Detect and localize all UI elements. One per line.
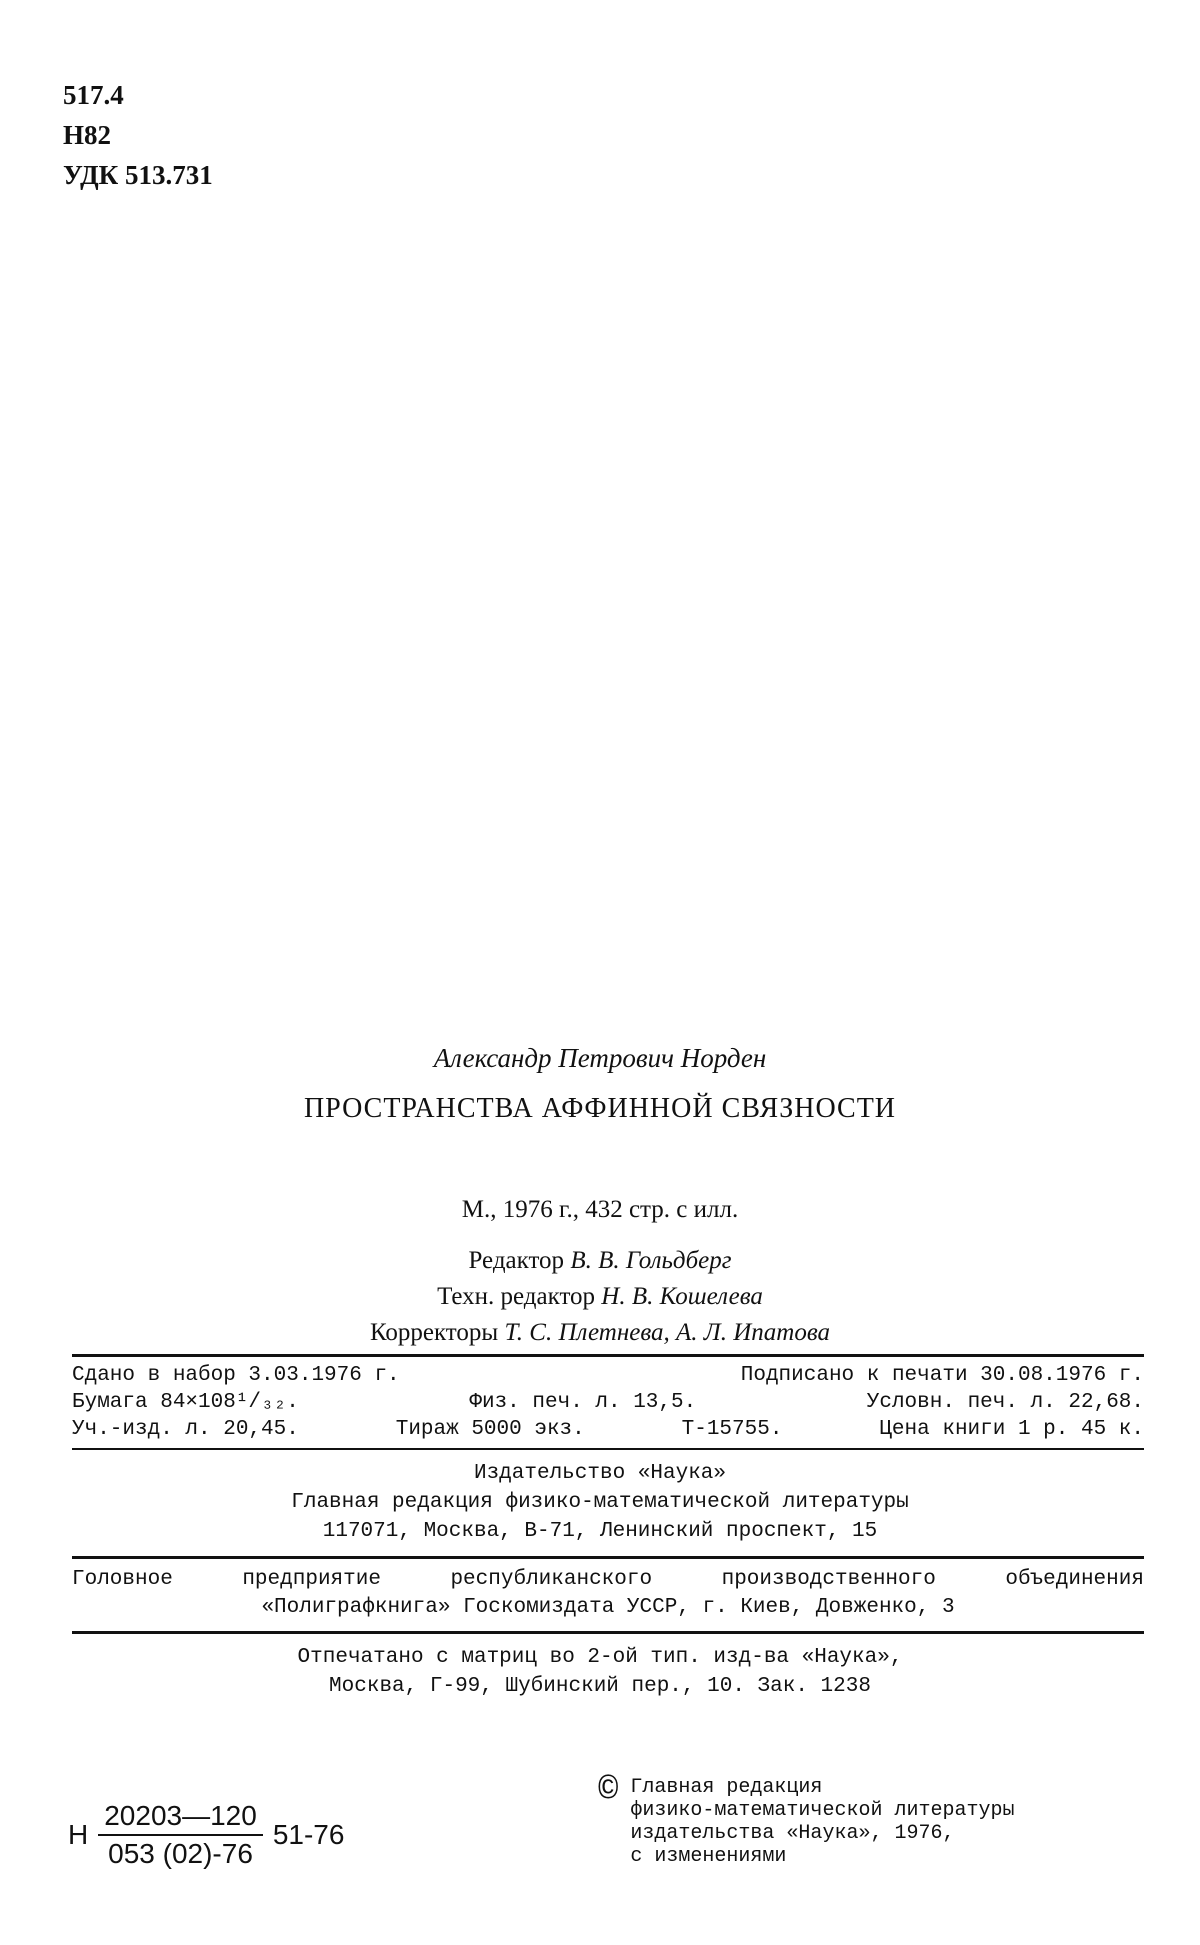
plant-word: объединения [1005, 1568, 1144, 1591]
credit-name: Н. В. Кошелева [601, 1283, 763, 1310]
technical-row [72, 1362, 1144, 1389]
divider-rule [72, 1448, 1144, 1450]
technical-row [72, 1389, 1144, 1416]
copyright-line: с изменениями [630, 1845, 787, 1868]
index-numerator: 20203—120 [98, 1800, 263, 1836]
typeset-date: Сдано в набор 3.03.1976 г. [72, 1364, 400, 1387]
udc-code: УДК 513.731 [63, 160, 213, 190]
divider-rule [72, 1354, 1144, 1357]
credits-block [0, 1243, 1200, 1351]
bbk-code: 517.4 [63, 80, 124, 110]
credit-role: Редактор [468, 1247, 565, 1274]
copyright-block [598, 1772, 1015, 1868]
plant-word: производственного [721, 1568, 936, 1591]
conventional-sheets: Условн. печ. л. 22,68. [866, 1391, 1144, 1414]
credit-tech-editor [0, 1279, 1200, 1315]
paper-format: Бумага 84×108¹/₃₂. [72, 1391, 299, 1414]
index-denominator: 053 (02)-76 [108, 1838, 253, 1869]
plant-word: республиканского [450, 1568, 653, 1591]
order-code: Т-15755. [681, 1418, 783, 1441]
divider-rule [72, 1631, 1144, 1634]
book-price: Цена книги 1 р. 45 к. [879, 1418, 1144, 1441]
index-code [68, 1800, 344, 1870]
plant-word: предприятие [242, 1568, 381, 1591]
book-imprint: М., 1976 г., 432 стр. с илл. [461, 1196, 739, 1223]
technical-row [72, 1416, 1144, 1443]
copyright-text [630, 1776, 1014, 1868]
credit-editor [0, 1243, 1200, 1279]
copyright-line: Главная редакция [630, 1776, 823, 1799]
printed-from-line: Москва, Г-99, Шубинский пер., 10. Зак. 1238 [329, 1675, 871, 1698]
publisher-office: Главная редакция физико-математической литературы [291, 1491, 909, 1514]
publisher-name: Издательство «Наука» [473, 1462, 727, 1485]
author-mark: Н82 [63, 120, 112, 150]
printed-from-block [0, 1643, 1200, 1701]
plant-line-1 [72, 1566, 1144, 1594]
credit-proofreaders [0, 1315, 1200, 1351]
printing-plant-block [72, 1566, 1144, 1622]
printed-from-line: Отпечатано с матриц во 2-ой тип. изд-ва «Наука», [297, 1646, 903, 1669]
credit-name: В. В. Гольдберг [570, 1247, 732, 1274]
index-fraction [98, 1800, 263, 1870]
plant-word: Головное [72, 1568, 173, 1591]
copyright-line: издательства «Наука», 1976, [630, 1822, 955, 1845]
technical-data [72, 1362, 1144, 1443]
book-author: Александр Петрович Норден [433, 1043, 767, 1073]
credit-role: Техн. редактор [437, 1283, 596, 1310]
copyright-icon: © [598, 1772, 619, 1810]
book-title: ПРОСТРАНСТВА АФФИННОЙ СВЯЗНОСТИ [303, 1093, 897, 1124]
credit-name: Т. С. Плетнева, А. Л. Ипатова [504, 1319, 831, 1346]
index-suffix: 51-76 [272, 1819, 345, 1850]
classification-block [63, 75, 213, 195]
print-signed-date: Подписано к печати 30.08.1976 г. [740, 1364, 1144, 1387]
publisher-address: 117071, Москва, В-71, Ленинский проспект, 15 [322, 1520, 878, 1543]
physical-sheets: Физ. печ. л. 13,5. [469, 1391, 697, 1414]
index-prefix: Н [68, 1819, 89, 1850]
copyright-line: физико-математической литературы [630, 1799, 1015, 1822]
plant-line-2: «Полиграфкнига» Госкомиздата УССР, г. Киев, Довженко, 3 [261, 1596, 955, 1619]
publisher-sheets: Уч.-изд. л. 20,45. [72, 1418, 299, 1441]
print-run: Тираж 5000 экз. [395, 1418, 585, 1441]
divider-rule [72, 1556, 1144, 1559]
publisher-block [0, 1459, 1200, 1546]
credit-role: Корректоры [369, 1319, 499, 1346]
